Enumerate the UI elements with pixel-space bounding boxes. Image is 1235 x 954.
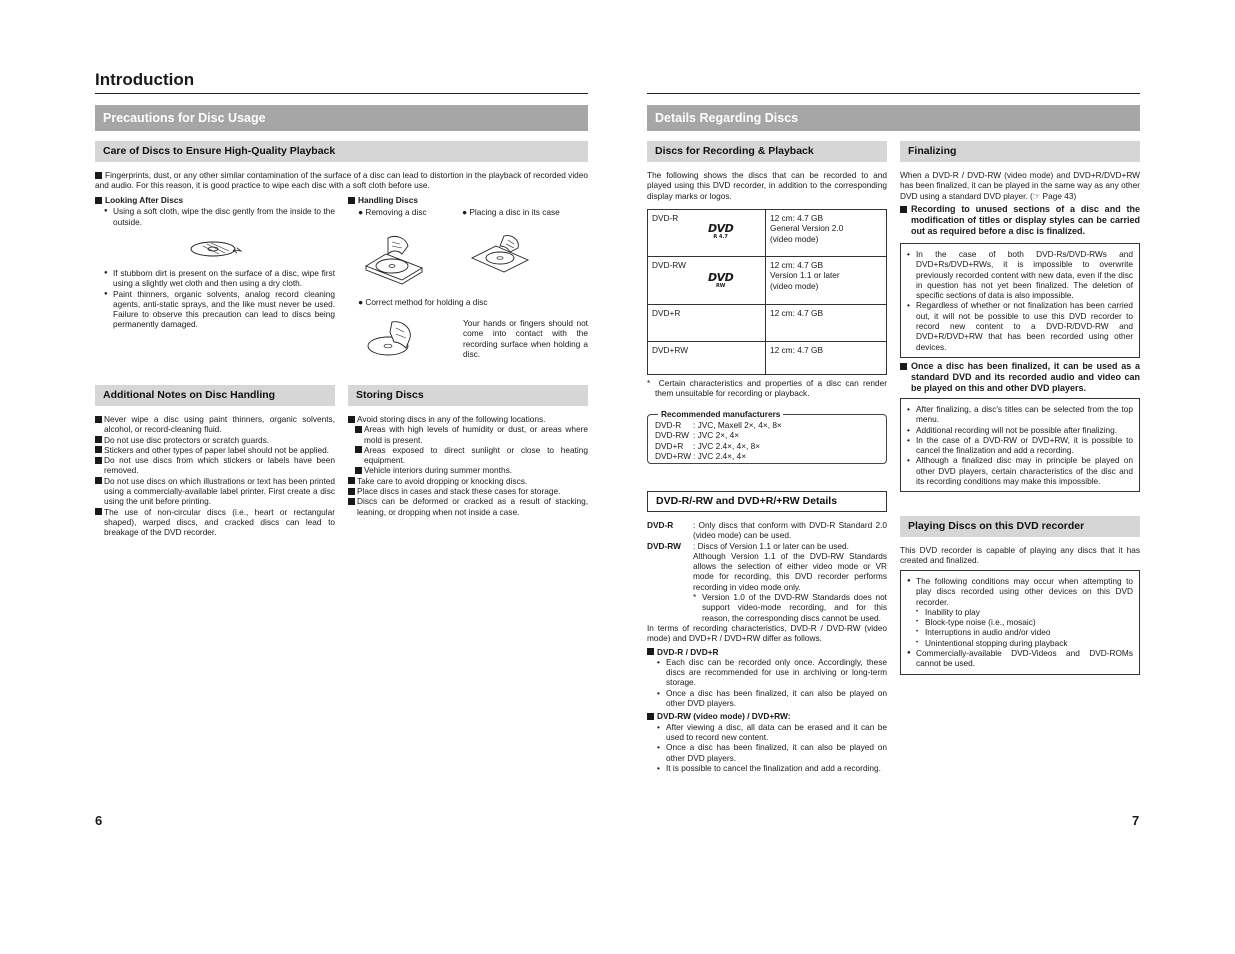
dvd-rw-logo-icon: DVD RW [708, 271, 734, 289]
list-item: • Once a disc has been finalized, it can also be played on other DVD players. [657, 688, 887, 709]
heading-discs-recording: Discs for Recording & Playback [647, 141, 887, 162]
list-item: Areas with high levels of humidity or dust, or areas where mold is present. [355, 424, 588, 445]
heading-playing-discs: Playing Discs on this DVD recorder [900, 516, 1140, 537]
looking-after-heading: Looking After Discs [95, 195, 335, 205]
looking-after-discs [95, 195, 335, 227]
removing-disc-illustration [362, 232, 424, 286]
list-item: ● If stubborn dirt is present on the surface of a disc, wipe first using a slightly wet cloth and then using a dry cloth. [104, 268, 335, 289]
table-row: DVD-RW DVD RW 12 cm: 4.7 GB Version 1.1 or later (video mode) [648, 257, 887, 305]
recording-footnote: * Certain characteristics and properties of a disc can render them unsuitable for recording or playback. [647, 378, 887, 399]
list-item: DVD-RW : JVC 2×, 4× [655, 430, 740, 441]
list-item: • In the case of a DVD-RW or DVD+RW, it is possible to cancel the finalization and add a recording. [907, 435, 1133, 456]
list-item: Discs can be deformed or cracked as a result of stacking, leaning, or dropping when not inside a case. [348, 496, 588, 517]
title-rule [95, 93, 588, 94]
list-item: ● The following conditions may occur when attempting to play discs recorded using other devices on this DVD recorder. • Inability to play • Block-type noise (i.e., mosaic) • Interruptions in audio and/or video • Unintentional stopping during playback [907, 576, 1133, 648]
list-item: Place discs in cases and stack these cases for storage. [348, 486, 588, 496]
finalizing-sub1: Recording to unused sections of a disc and the modification of titles or display styles can be carried out as required before a disc is finalized. [900, 204, 1140, 237]
list-item: Do not use discs on which illustrations or text has been printed using a commercially-available label printer. First create a disc using the unit before printing. [95, 476, 335, 507]
heading-storing-discs: Storing Discs [348, 385, 588, 406]
list-item: ● Using a soft cloth, wipe the disc gently from the inside to the outside. [104, 206, 335, 227]
dvd-r-logo-icon: DVD R 4.7 [708, 222, 734, 240]
disc-name: DVD+R [652, 308, 681, 318]
list-item: • It is possible to cancel the finalization and add a recording. [657, 763, 887, 773]
list-item: • Inability to play [916, 607, 1133, 617]
heading-additional-notes: Additional Notes on Disc Handling [95, 385, 335, 406]
holding-note: Your hands or fingers should not come into contact with the recording surface when holding a disc. [463, 318, 588, 359]
handling-discs [348, 195, 588, 205]
list-item: • Unintentional stopping during playback [916, 638, 1133, 648]
list-item: Do not use disc protectors or scratch guards. [95, 435, 335, 445]
disc-name: DVD+RW [652, 345, 689, 355]
list-item: • Additional recording will not be possible after finalizing. [907, 425, 1133, 435]
title-rule-right [647, 93, 1140, 94]
recording-intro: The following shows the discs that can be recorded to and played using this DVD recorder, in addition to the corresponding display marks or logos. [647, 170, 887, 201]
disc-types-table [647, 209, 887, 375]
list-item: • After finalizing, a disc's titles can be selected from the top menu. [907, 404, 1133, 425]
table-row: DVD+R 12 cm: 4.7 GB [648, 305, 887, 342]
list-item: • Once a disc has been finalized, it can also be played on other DVD players. [657, 742, 887, 763]
section-title-details: Details Regarding Discs [647, 105, 1140, 131]
list-item: ● Commercially-available DVD-Videos and DVD-ROMs cannot be used. [907, 648, 1133, 669]
list-item: ● Paint thinners, organic solvents, analog record cleaning agents, anti-static sprays, and the like must never be used. Failure to observe this precaution can lead to discs being permanently damaged. [104, 289, 335, 330]
list-item: Areas exposed to direct sunlight or close to heating equipment. [355, 445, 588, 466]
looking-after-more [95, 268, 335, 330]
placing-disc-illustration [470, 232, 532, 278]
table-row: DVD-R DVD R 4.7 12 cm: 4.7 GB General Version 2.0 (video mode) [648, 210, 887, 257]
list-item: Do not use discs from which stickers or labels have been removed. [95, 455, 335, 476]
holding-disc-illustration [362, 318, 422, 360]
playing-intro: This DVD recorder is capable of playing any discs that it has created and finalized. [900, 545, 1140, 566]
heading-finalizing: Finalizing [900, 141, 1140, 162]
finalizing-sub2: Once a disc has been finalized, it can be used as a standard DVD and its recorded audio and video can be played on this and other DVD players. [900, 361, 1140, 394]
handling-heading: Handling Discs [348, 195, 588, 205]
list-item: DVD-R : JVC, Maxell 2×, 4×, 8× [655, 420, 782, 430]
finalizing-intro: When a DVD-R / DVD-RW (video mode) and DVD+R/DVD+RW has been finalized, it can be played in the same way as any other DVD using a standard DVD player. (☞ Page 43) [900, 170, 1140, 201]
list-item: Avoid storing discs in any of the following locations. Areas with high levels of humidity or dust, or areas where mold is present. Areas exposed to direct sunlight or close to heating equipment. Vehicle interiors during summer months. [348, 414, 588, 476]
list-item: Never wipe a disc using paint thinners, organic solvents, alcohol, or record-cleaning fluid. [95, 414, 335, 435]
disc-name: DVD-R [652, 213, 679, 223]
list-item: • Interruptions in audio and/or video [916, 627, 1133, 637]
list-item: • Regardless of whether or not finalization has been carried out, it will not be possible to use this DVD recorder to record new content to a DVD-R/DVD-RW and DVD+R/DVD+RW that has been recorded using other devices. [907, 300, 1133, 351]
table-row: DVD+RW 12 cm: 4.7 GB [648, 342, 887, 375]
finalizing-box1 [900, 243, 1140, 358]
additional-notes-list [95, 414, 335, 538]
finalizing-box2 [900, 398, 1140, 492]
list-item: • Each disc can be recorded only once. Accordingly, these discs are recommended for use in archiving or long-term storage. [657, 657, 887, 688]
manufacturers-list [655, 420, 880, 461]
list-item: DVD+R : JVC 2.4×, 4×, 8× [655, 440, 761, 451]
list-item: DVD+RW : JVC 2.4×, 4× [655, 450, 747, 461]
list-item: Take care to avoid dropping or knocking discs. [348, 476, 588, 486]
manufacturers-heading: Recommended manufacturers [658, 409, 783, 419]
caption-removing: ● Removing a disc [358, 207, 427, 217]
heading-dvd-details: DVD-R/-RW and DVD+R/+RW Details [647, 491, 887, 512]
disc-name: DVD-RW [652, 260, 686, 270]
page-number-right: 7 [1132, 813, 1140, 828]
list-item: Stickers and other types of paper label should not be applied. [95, 445, 335, 455]
page-title: Introduction [95, 70, 195, 89]
heading-care-of-discs: Care of Discs to Ensure High-Quality Playback [95, 141, 588, 162]
storing-discs-list [348, 414, 588, 517]
list-item: • After viewing a disc, all data can be erased and it can be used to record new content. [657, 722, 887, 743]
page-number-left: 6 [95, 813, 103, 828]
care-intro: Fingerprints, dust, or any other similar contamination of the surface of a disc can lead to distortion in the playback of recorded video and audio. For this reason, it is good practice to wipe each disc with a soft cloth before use. [95, 170, 588, 191]
list-item: • Block-type noise (i.e., mosaic) [916, 617, 1133, 627]
dvd-details: DVD-R : Only discs that conform with DVD-R Standard 2.0 (video mode) can be used. DVD-RW : Discs of Version 1.1 or later can be used. Although Version 1.1 of the DVD-RW Standards allows the selection of either video mode or VR mode for recording, this DVD recorder performs recording in video mode only. * Version 1.0 of the DVD-RW Standards does not support video-mode recording, and for this reason, the corresponding discs cannot be used. In terms of recording characteristics, DVD-R / DVD-RW (video mode) and DVD+R / DVD+RW differ as follows. DVD-R / DVD+R • Each disc can be recorded only once. Accordingly, these discs are recommended for use in archiving or long-term storage. • Once a disc has been finalized, it can also be played on other DVD players. DVD-RW (video mode) / DVD+RW: • After viewing a disc, all data can be erased and it can be used to record new content. • Once a disc has been finalized, it can also be played on other DVD players. • It is possible to cancel the finalization and add a recording. [647, 520, 887, 773]
list-item: • In the case of both DVD-Rs/DVD-RWs and DVD+Rs/DVD+RWs, it is impossible to overwrite previously recorded content with new data, even if the disc in question has not yet been finalized. The deletion of specific sections of data is also impossible. [907, 249, 1133, 300]
list-item: Vehicle interiors during summer months. [355, 465, 588, 475]
caption-placing: ● Placing a disc in its case [462, 207, 560, 217]
section-title-precautions: Precautions for Disc Usage [95, 105, 588, 131]
list-item: • Although a finalized disc may in principle be played on other DVD players, certain characteristics of the disc and its recording conditions may make this impossible. [907, 455, 1133, 486]
wipe-disc-illustration [185, 238, 245, 260]
playing-conditions-box [900, 570, 1140, 675]
caption-correct-holding: ● Correct method for holding a disc [358, 297, 488, 307]
list-item: The use of non-circular discs (i.e., heart or rectangular shaped), warped discs, and cracked discs can lead to breakage of the DVD recorder. [95, 507, 335, 538]
